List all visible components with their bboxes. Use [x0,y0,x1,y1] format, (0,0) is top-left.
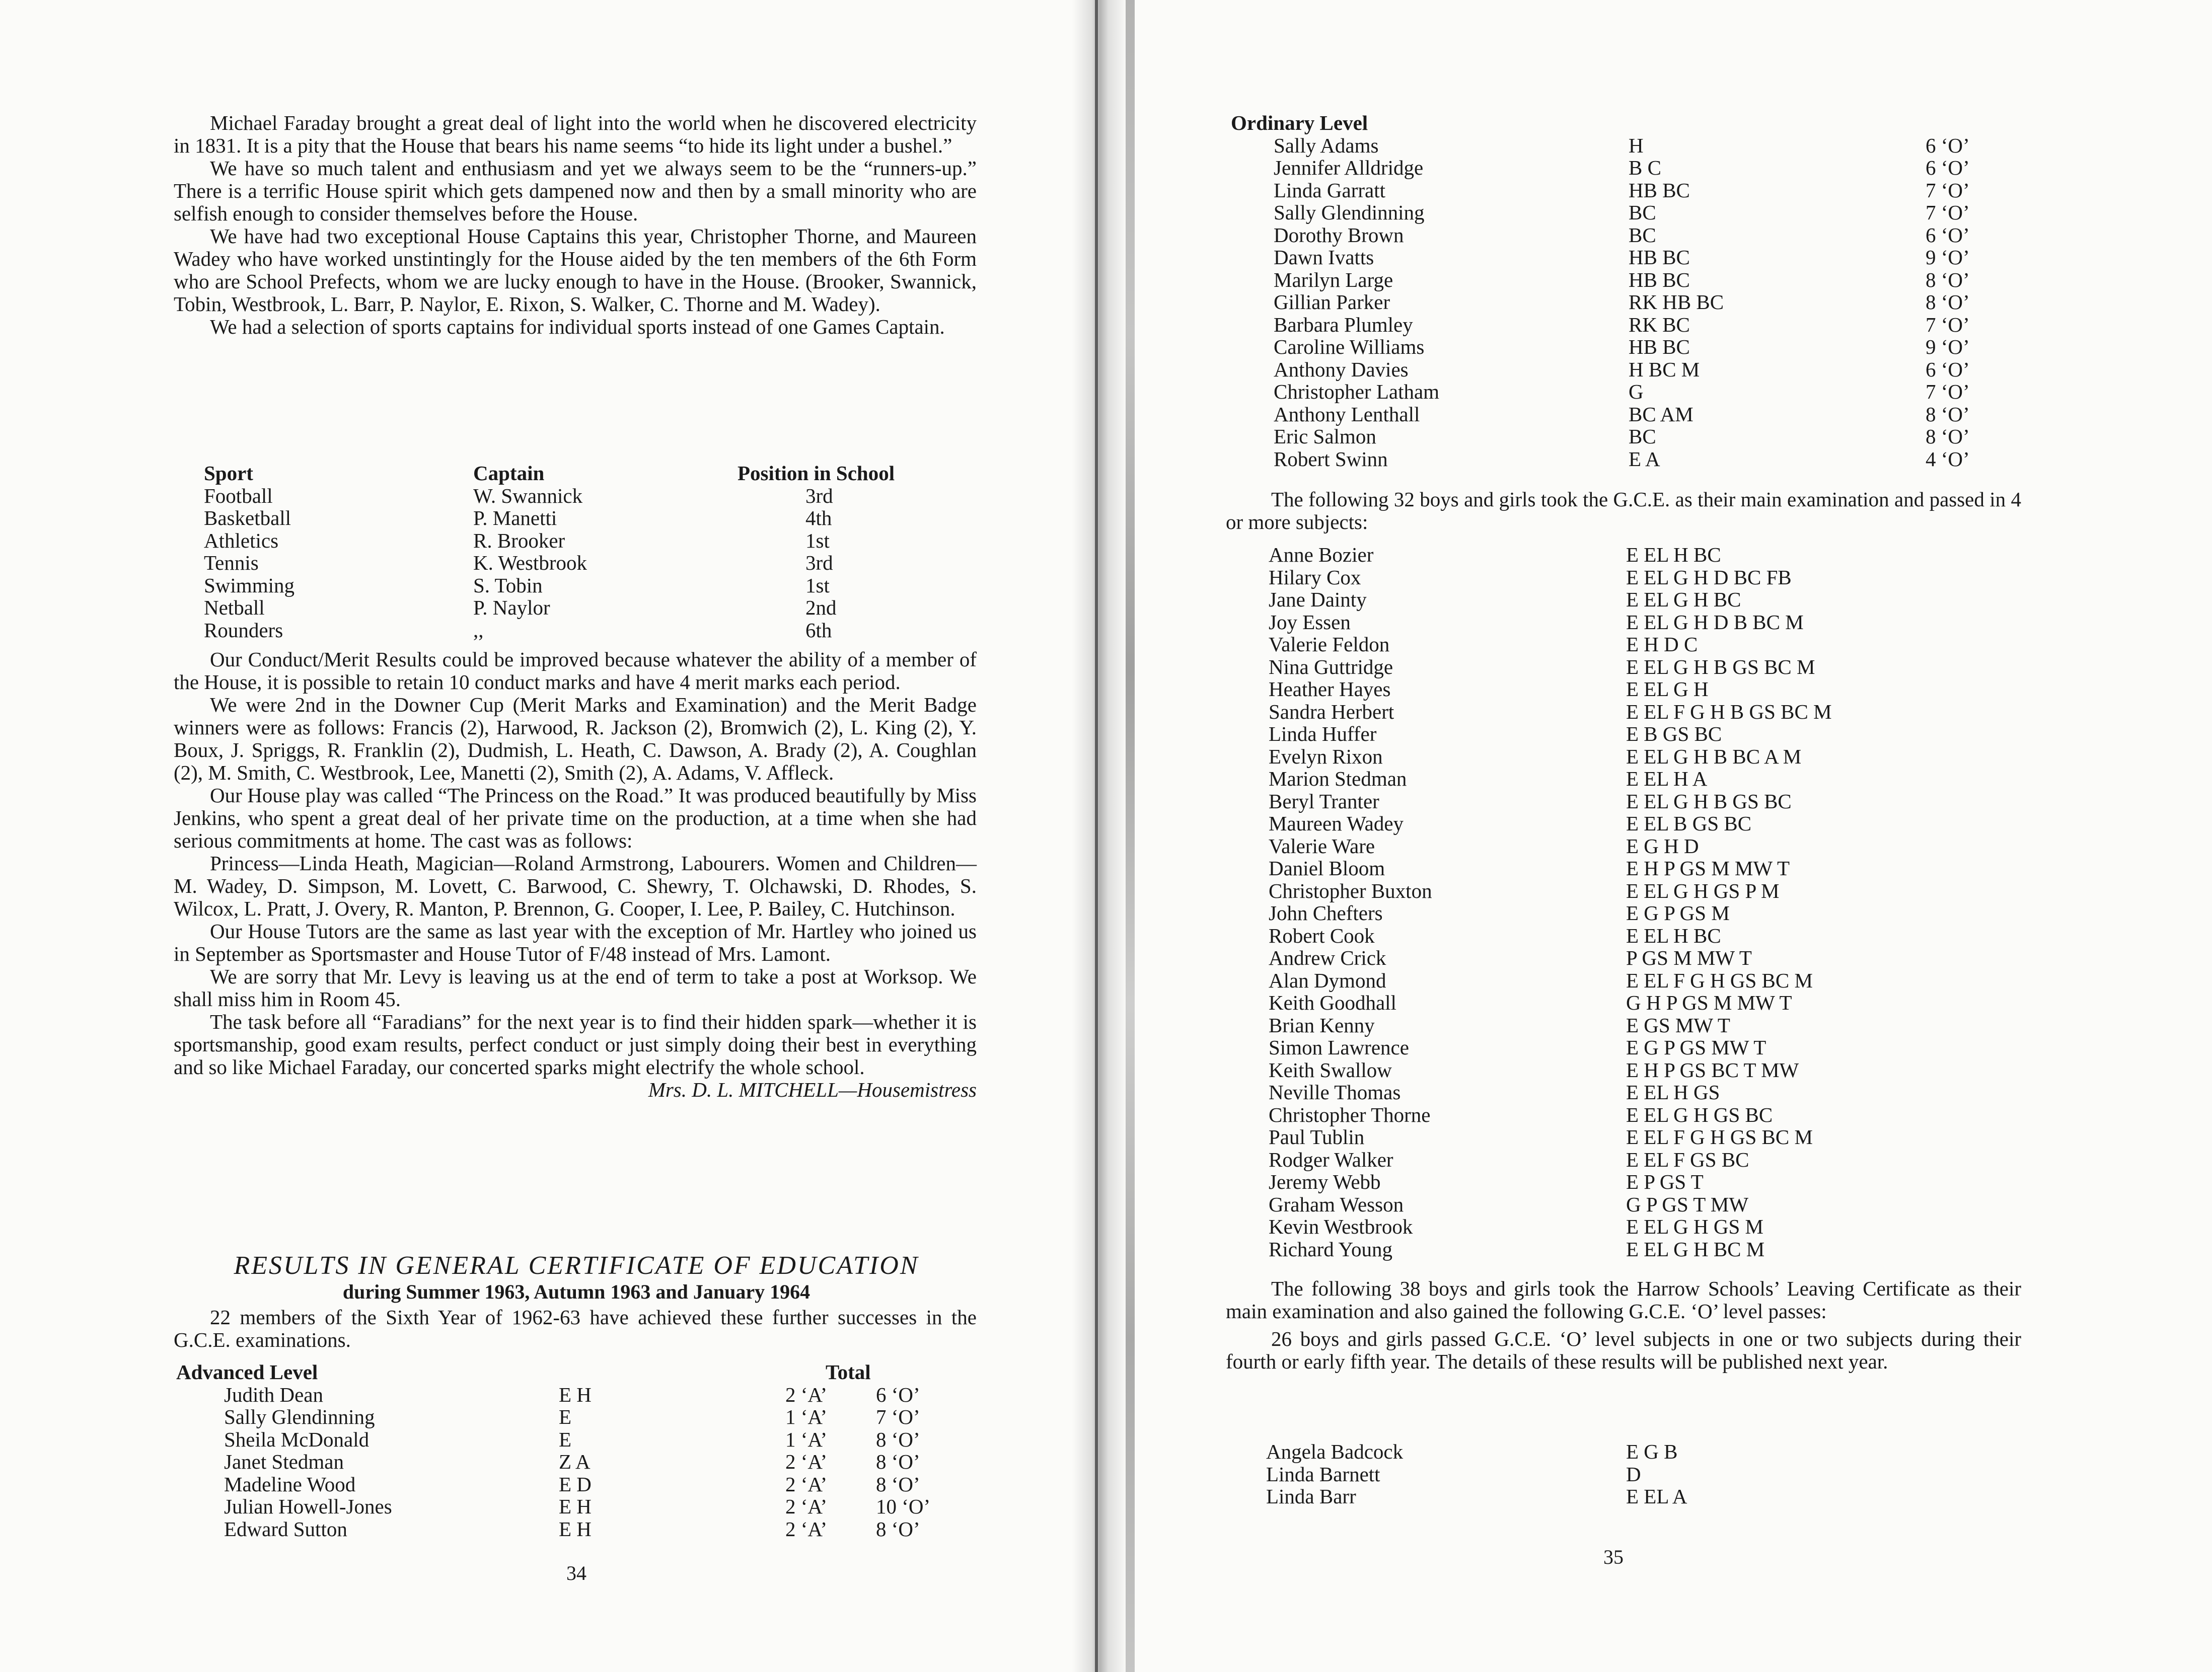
student-name: Sally Glendinning [1274,201,1425,224]
o-level-total: 9 ‘O’ [1926,335,1970,358]
student-name: Robert Cook [1269,924,1375,947]
student-name: Eric Salmon [1274,425,1376,448]
o-level-total: 9 ‘O’ [1926,246,1970,269]
captain-name: ,, [473,618,484,642]
student-name: Keith Goodhall [1269,991,1396,1014]
sport-row [204,574,934,597]
a-level-total: 2 ‘A’ [785,1495,828,1518]
student-name: Dawn Ivatts [1274,246,1374,269]
student-name: Evelyn Rixon [1269,744,1383,768]
sport-name: Rounders [204,618,283,642]
ordinary-row [1231,246,2036,269]
ordinary-row [1231,269,2036,291]
student-name: Marion Stedman [1269,767,1407,790]
subjects: H [1629,133,1644,157]
gce-row [1269,992,2024,1014]
advanced-row [176,1428,982,1451]
position: 3rd [805,551,833,574]
student-name: Andrew Crick [1269,946,1386,969]
subjects: E B GS BC [1626,722,1722,745]
position: 1st [805,573,830,597]
captain-name: P. Naylor [473,596,550,619]
ordinary-row [1231,314,2036,336]
paragraph: Our House play was called “The Princess on the Road.” It was produced beautifully by Miss Jenkins, who spent a great deal of her private time on the production, at a time when she had serious commitments at home. The cast was as follows: [174,784,977,852]
subjects: E A [1629,447,1660,471]
advanced-title: Advanced Level [176,1360,318,1384]
gce-row [1269,544,2024,566]
house-report-body [174,648,977,1101]
o-level-total: 6 ‘O’ [1926,357,1970,381]
sport-row [204,619,934,642]
subjects: D [1626,1462,1641,1486]
subjects: E EL B GS BC [1626,812,1752,835]
subjects: E EL G H D B BC M [1626,610,1804,634]
student-name: Christopher Buxton [1269,879,1432,902]
subjects: E G H D [1626,834,1699,858]
subjects: E G P GS M [1626,901,1730,925]
sport-row [204,485,934,507]
gce-row [1269,1059,2024,1082]
subjects: E EL H A [1626,767,1708,790]
student-name: Sandra Herbert [1269,700,1394,723]
o-level-total: 7 ‘O’ [1926,178,1970,202]
page-number-left: 34 [566,1562,586,1584]
student-name: Madeline Wood [224,1472,356,1496]
ordinary-row [1231,403,2036,426]
subjects: E [559,1405,572,1428]
o-level-total: 6 ‘O’ [1926,133,1970,157]
captain-name: W. Swannick [473,484,583,507]
subjects: E [559,1427,572,1451]
subjects: RK HB BC [1629,290,1724,314]
ordinary-row [1231,336,2036,358]
student-name: Anthony Davies [1274,357,1409,381]
gce-row [1269,723,2024,745]
subjects: Z A [559,1450,591,1473]
a-level-total: 1 ‘A’ [785,1427,828,1451]
paragraph: Princess—Linda Heath, Magician—Roland Armstrong, Labourers. Women and Children—M. Wadey, D. Simpson, M. Lovett, C. Barwood, C. Shewry, T. Olchawski, D. Rhodes, S. Wilcox, L. Pratt, J. Overy, R. Manton, P. Brennon, G. Cooper, I. Lee, P. Bailey, C. Hutchinson. [174,852,977,920]
ordinary-row [1231,291,2036,314]
student-name: Alan Dymond [1269,968,1386,992]
ordinary-row [1231,134,2036,157]
table-header [204,462,934,485]
o-level-total: 7 ‘O’ [1926,313,1970,336]
subjects: BC AM [1629,402,1693,426]
subjects: P GS M MW T [1626,946,1752,969]
o-level-total: 6 ‘O’ [876,1383,920,1406]
ordinary-row [1231,157,2036,179]
gce-row [1269,588,2024,611]
subjects: E EL G H B BC A M [1626,744,1802,768]
harrow-text: The following 38 boys and girls took the Harrow Schools’ Leaving Certificate as their main examination and also gained the following G.C.E. ‘O’ level passes: [1226,1277,2021,1323]
gce-row [1269,812,2024,835]
student-name: Graham Wesson [1269,1192,1404,1216]
paragraph: Our Conduct/Merit Results could be improved because whatever the ability of a member of the House, it is possible to retain 10 conduct marks and have 4 merit marks each period. [174,648,977,694]
student-name: Paul Tublin [1269,1125,1365,1149]
o-level-total: 4 ‘O’ [1926,447,1970,471]
gce-row [1269,880,2024,902]
sport-name: Basketball [204,506,291,529]
advanced-row [176,1406,982,1428]
advanced-level-table [176,1361,982,1540]
total-label: Total [826,1360,871,1384]
early-text: 26 boys and girls passed G.C.E. ‘O’ level subjects in one or two subjects during their fourth or early fifth year. The details of these results will be published next year. [1226,1327,2021,1373]
o-level-total: 6 ‘O’ [1926,223,1970,247]
o-level-total: 6 ‘O’ [1926,156,1970,179]
advanced-row [176,1518,982,1541]
harrow-row [1266,1485,2021,1508]
subjects: E EL H BC [1626,924,1721,947]
gce-row [1269,1149,2024,1171]
o-level-total: 8 ‘O’ [1926,425,1970,448]
subjects: E EL G H BC M [1626,1237,1765,1261]
subjects: BC [1629,425,1656,448]
student-name: Rodger Walker [1269,1148,1393,1171]
subjects: E P GS T [1626,1170,1704,1193]
sport-row [204,507,934,529]
student-name: Linda Barnett [1266,1462,1380,1486]
paragraph: The task before all “Faradians” for the next year is to find their hidden spark—whether it is sportsmanship, good exam results, perfect conduct or just simply doing their best in everything and so like Michael Faraday, our concerted sparks might electrify the whole school. [174,1010,977,1079]
student-name: Daniel Bloom [1269,857,1385,880]
o-level-total: 7 ‘O’ [1926,380,1970,403]
gce-row [1269,656,2024,678]
student-name: Kevin Westbrook [1269,1215,1413,1238]
subjects: E EL G H D BC FB [1626,565,1792,589]
student-name: Barbara Plumley [1274,313,1413,336]
subjects: BC [1629,223,1656,247]
student-name: Joy Essen [1269,610,1351,634]
gce-intro: The following 32 boys and girls took the G.C.E. as their main examination and passed in 4 or more subjects: [1226,488,2021,534]
position: 4th [805,506,832,529]
advanced-row [176,1451,982,1473]
student-name: Linda Garratt [1274,178,1385,202]
student-name: Sheila McDonald [224,1427,370,1451]
gce-row [1269,969,2024,992]
sport-name: Tennis [204,551,259,574]
student-name: Sally Adams [1274,133,1379,157]
table-header [176,1361,982,1384]
sport-row [204,596,934,619]
page-number-right: 35 [1603,1546,1624,1568]
student-name: Valerie Feldon [1269,633,1390,656]
student-name: Dorothy Brown [1274,223,1404,247]
subjects: E H P GS M MW T [1626,857,1790,880]
sport-name: Netball [204,596,265,619]
gce-row [1269,768,2024,790]
subjects: G H P GS M MW T [1626,991,1792,1014]
o-level-total: 8 ‘O’ [876,1472,920,1496]
subjects: E EL A [1626,1485,1687,1508]
subjects: E GS MW T [1626,1013,1730,1037]
subjects: E EL G H GS BC [1626,1103,1773,1126]
position: 1st [805,528,830,552]
a-level-total: 2 ‘A’ [785,1450,828,1473]
student-name: Jennifer Alldridge [1274,156,1424,179]
student-name: Angela Badcock [1266,1440,1404,1463]
student-name: Marilyn Large [1274,268,1393,291]
o-level-total: 8 ‘O’ [876,1450,920,1473]
paragraph: Michael Faraday brought a great deal of light into the world when he discovered electricity in 1831. It is a pity that the House that bears his name seems “to hide its light under a bushel.” [174,111,977,157]
student-name: Jane Dainty [1269,588,1367,611]
student-name: Anthony Lenthall [1274,402,1420,426]
student-name: Richard Young [1269,1237,1393,1261]
gce-row [1269,1104,2024,1126]
sport-name: Athletics [204,528,279,552]
subjects: G [1629,380,1644,403]
a-level-total: 2 ‘A’ [785,1517,828,1541]
paragraph: We are sorry that Mr. Levy is leaving us at the end of term to take a post at Worksop. We shall miss him in Room 45. [174,965,977,1011]
subjects: B C [1629,156,1661,179]
student-name: Hilary Cox [1269,565,1361,589]
student-name: Heather Hayes [1269,677,1391,701]
subjects: E EL F G H GS BC M [1626,968,1813,992]
col-position: Position in School [738,462,895,485]
sport-row [204,552,934,574]
subjects: E EL G H GS M [1626,1215,1763,1238]
gce-row [1269,1081,2024,1104]
subjects: E H D C [1626,633,1698,656]
student-name: Linda Huffer [1269,722,1377,745]
captain-name: K. Westbrook [473,551,587,574]
subjects: E H [559,1517,592,1541]
sport-name: Swimming [204,573,294,597]
gce-row [1269,1238,2024,1261]
o-level-total: 8 ‘O’ [876,1517,920,1541]
advanced-row [176,1495,982,1518]
subjects: E H P GS BC T MW [1626,1058,1799,1082]
o-level-total: 10 ‘O’ [876,1495,931,1518]
captain-name: P. Manetti [473,506,557,529]
ordinary-level-table [1231,112,2036,470]
results-subheading: during Summer 1963, Autumn 1963 and January 1964 [342,1280,810,1303]
gce-row [1269,1171,2024,1193]
student-name: Jeremy Webb [1269,1170,1381,1193]
gce-row [1269,790,2024,813]
results-intro: 22 members of the Sixth Year of 1962-63 have achieved these further successes in the G.C.E. examinations. [174,1306,977,1351]
ordinary-row [1231,179,2036,202]
harrow-row [1266,1463,2021,1486]
paragraph: We were 2nd in the Downer Cup (Merit Marks and Examination) and the Merit Badge winners were as follows: Francis (2), Harwood, R. Jackson (2), Bromwich (2), L. King (2), Y. Boux, J. Spriggs, R. Franklin (2), Dudmish, L. Heath, C. Dawson, A. Brady (2), A. Coughlan (2), M. Smith, C. Westbrook, Lee, Manetti (2), Smith (2), A. Adams, V. Affleck. [174,693,977,784]
results-intro-block [174,1306,977,1351]
gce-row [1269,566,2024,589]
gce-row [1269,902,2024,925]
subjects: HB BC [1629,335,1690,358]
subjects: HB BC [1629,246,1690,269]
o-level-total: 8 ‘O’ [1926,402,1970,426]
harrow-row [1266,1440,2021,1463]
student-name: Anne Bozier [1269,543,1374,566]
house-report-intro [174,112,977,338]
ordinary-title: Ordinary Level [1231,111,1368,134]
student-name: Judith Dean [224,1383,323,1406]
position: 2nd [805,596,837,619]
paragraph: Our House Tutors are the same as last year with the exception of Mr. Hartley who joined us in September as Sportsmaster and House Tutor of F/48 instead of Mrs. Lamont. [174,920,977,965]
sport-name: Football [204,484,273,507]
subjects: E EL H GS [1626,1081,1720,1104]
a-level-total: 2 ‘A’ [785,1383,828,1406]
student-name: Christopher Latham [1274,380,1440,403]
o-level-total: 7 ‘O’ [1926,201,1970,224]
student-name: Edward Sutton [224,1517,347,1541]
subjects: BC [1629,201,1656,224]
subjects: RK BC [1629,313,1690,336]
gce-row [1269,947,2024,969]
student-name: Simon Lawrence [1269,1036,1409,1059]
gce-row [1269,835,2024,858]
subjects: E EL G H B GS BC M [1626,655,1815,678]
student-name: Nina Guttridge [1269,655,1393,678]
student-name: Neville Thomas [1269,1081,1401,1104]
a-level-total: 2 ‘A’ [785,1472,828,1496]
student-name: Keith Swallow [1269,1058,1392,1082]
student-name: Christopher Thorne [1269,1103,1431,1126]
subjects: E D [559,1472,592,1496]
col-captain: Captain [473,462,545,485]
subjects: H BC M [1629,357,1700,381]
gce-row [1269,745,2024,768]
gce-row [1269,678,2024,701]
position: 3rd [805,484,833,507]
ordinary-row [1231,224,2036,247]
a-level-total: 1 ‘A’ [785,1405,828,1428]
subjects: E EL F G H GS BC M [1626,1125,1813,1149]
harrow-results-table [1266,1440,2021,1508]
gce-row [1269,925,2024,947]
signature: Mrs. D. L. MITCHELL—Housemistress [648,1078,977,1101]
gce-row [1269,857,2024,880]
student-name: Valerie Ware [1269,834,1375,858]
student-name: Sally Glendinning [224,1405,375,1428]
ordinary-row [1231,448,2036,471]
gce-intro-block [1226,488,2021,534]
student-name: Caroline Williams [1274,335,1425,358]
subjects: HB BC [1629,268,1690,291]
o-level-total: 8 ‘O’ [1926,268,1970,291]
captain-name: R. Brooker [473,528,565,552]
sports-captains-table [204,462,934,641]
gce-row [1269,611,2024,634]
gce-results-table [1269,544,2024,1260]
ordinary-row [1231,381,2036,403]
paragraph: We had a selection of sports captains for individual sports instead of one Games Captain. [210,315,945,338]
subjects: E EL G H GS P M [1626,879,1780,902]
subjects: E H [559,1383,592,1406]
student-name: Maureen Wadey [1269,812,1404,835]
subjects: E H [559,1495,592,1518]
subjects: E EL G H B GS BC [1626,789,1792,813]
student-name: Robert Swinn [1274,447,1388,471]
student-name: Brian Kenny [1269,1013,1375,1037]
results-heading-block [174,1251,979,1304]
gce-row [1269,701,2024,723]
o-level-total: 8 ‘O’ [1926,290,1970,314]
results-heading: RESULTS IN GENERAL CERTIFICATE OF EDUCATION [234,1251,919,1280]
table-header [1231,112,2036,134]
subjects: E EL G H [1626,677,1709,701]
subjects: E EL F G H B GS BC M [1626,700,1832,723]
student-name: Beryl Tranter [1269,789,1379,813]
gce-row [1269,1193,2024,1216]
subjects: E G P GS MW T [1626,1036,1766,1059]
advanced-row [176,1384,982,1406]
captain-name: S. Tobin [473,573,543,597]
ordinary-row [1231,201,2036,224]
position: 6th [805,618,832,642]
o-level-total: 8 ‘O’ [876,1427,920,1451]
o-level-total: 7 ‘O’ [876,1405,920,1428]
subjects: HB BC [1629,178,1690,202]
gce-row [1269,1014,2024,1037]
student-name: Janet Stedman [224,1450,344,1473]
subjects: E G B [1626,1440,1678,1463]
ordinary-row [1231,358,2036,381]
sport-row [204,529,934,552]
student-name: John Chefters [1269,901,1383,925]
paragraph: We have so much talent and enthusiasm and yet we always seem to be the “runners-up.” There is a terrific House spirit which gets dampened now and then by a small minority who are selfish enough to consider themselves before the House. [174,157,977,225]
gce-row [1269,1215,2024,1238]
subjects: G P GS T MW [1626,1192,1749,1216]
subjects: E EL F GS BC [1626,1148,1749,1171]
advanced-row [176,1473,982,1496]
paragraph: We have had two exceptional House Captains this year, Christopher Thorne, and Maureen Wadey who have worked unstintingly for the House aided by the ten members of the 6th Form who are School Prefects, whom we are lucky enough to have in the House. (Brooker, Swannick, Tobin, Westbrook, L. Barr, P. Naylor, E. Rixon, S. Walker, C. Thorne and M. Wadey). [174,224,977,316]
gce-row [1269,1126,2024,1149]
student-name: Julian Howell-Jones [224,1495,392,1518]
student-name: Gillian Parker [1274,290,1390,314]
student-name: Linda Barr [1266,1485,1356,1508]
gce-row [1269,1036,2024,1059]
col-sport: Sport [204,462,253,485]
gce-row [1269,633,2024,656]
subjects: E EL G H BC [1626,588,1741,611]
ordinary-row [1231,425,2036,448]
subjects: E EL H BC [1626,543,1721,566]
harrow-block [1226,1277,2021,1373]
